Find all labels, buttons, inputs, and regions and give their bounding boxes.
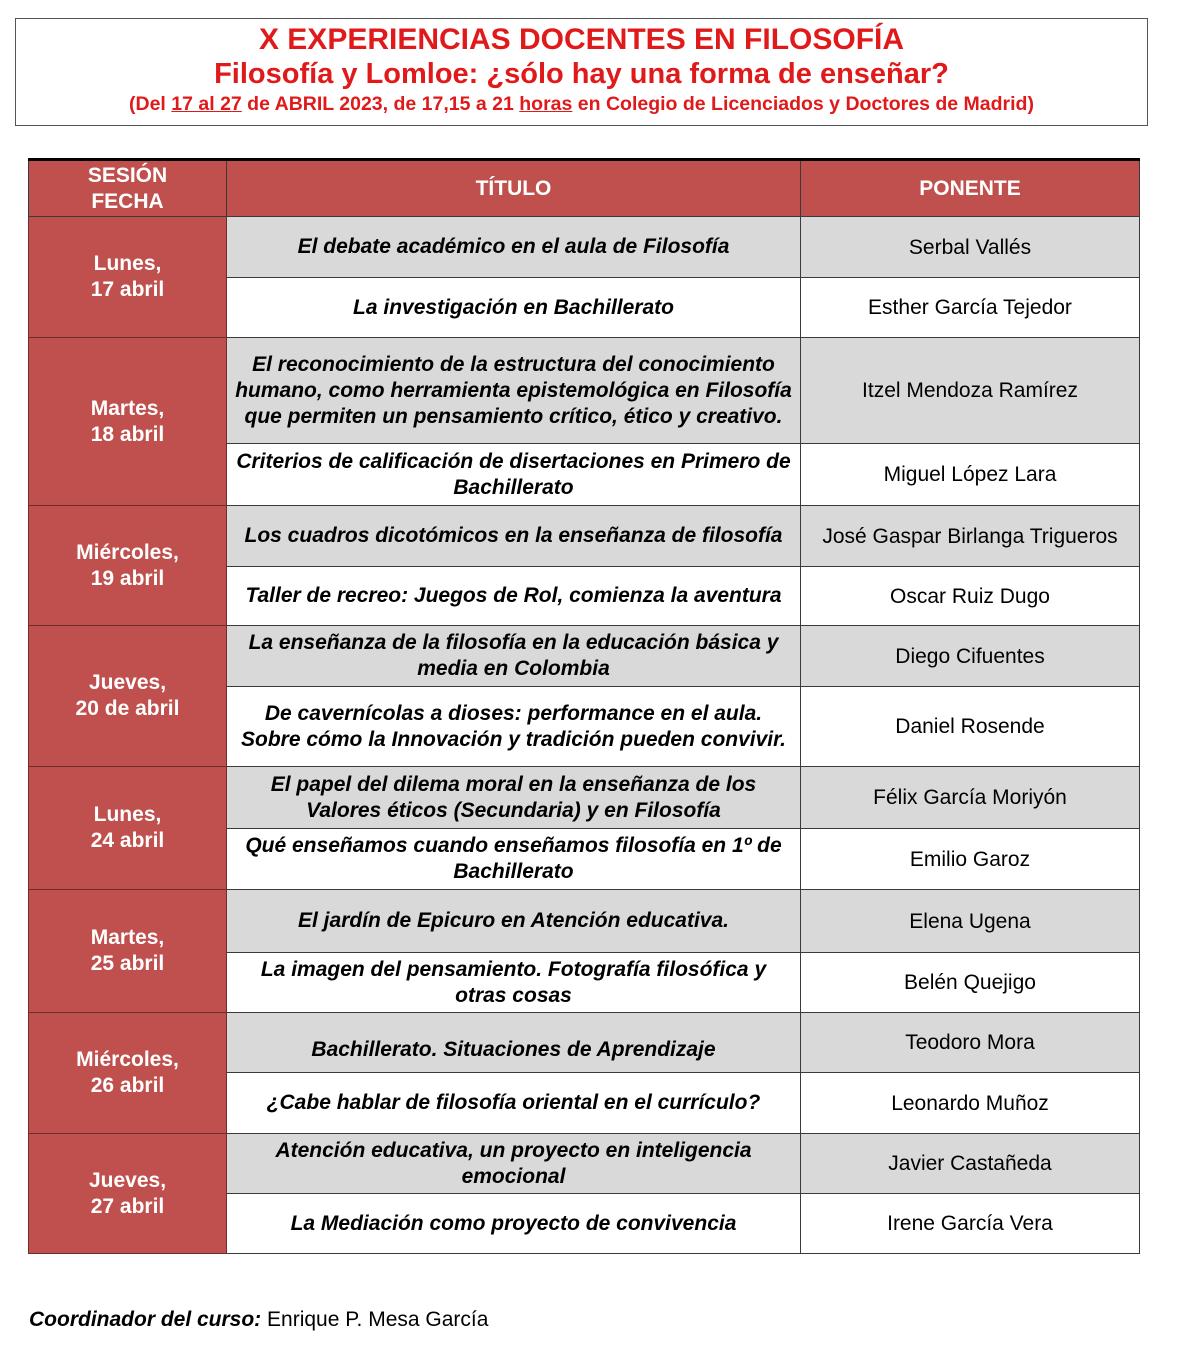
talk-speaker: José Gaspar Birlanga Trigueros [801, 506, 1140, 567]
talk-title: La imagen del pensamiento. Fotografía filosófica y otras cosas [227, 953, 801, 1013]
date-hours: horas [519, 93, 573, 115]
date-range: 17 al 27 [171, 93, 242, 115]
session-date: Lunes, 24 abril [29, 767, 227, 890]
talk-title: Los cuadros dicotómicos en la enseñanza de filosofía [227, 506, 801, 567]
table-row [29, 217, 1140, 278]
footer-coordinator [29, 1307, 488, 1333]
talk-speaker: Miguel López Lara [801, 444, 1140, 506]
talk-speaker: Leonardo Muñoz [801, 1073, 1140, 1134]
talk-speaker: Esther García Tejedor [801, 278, 1140, 338]
session-date: Jueves, 27 abril [29, 1134, 227, 1254]
session-date: Jueves, 20 de abril [29, 626, 227, 767]
talk-title: Bachillerato. Situaciones de Aprendizaje [227, 1013, 801, 1073]
table-row [29, 506, 1140, 567]
table-row [29, 767, 1140, 829]
talk-title: De cavernícolas a dioses: performance en el aula. Sobre cómo la Innovación y tradición pueden convivir. [227, 687, 801, 767]
talk-speaker: Emilio Garoz [801, 829, 1140, 890]
date-line [16, 91, 1147, 117]
talk-speaker: Elena Ugena [801, 890, 1140, 953]
talk-title: ¿Cabe hablar de filosofía oriental en el currículo? [227, 1073, 801, 1134]
table-row [29, 890, 1140, 953]
header-session: SESIÓN FECHA [29, 160, 227, 217]
talk-speaker: Diego Cifuentes [801, 626, 1140, 687]
talk-title: El reconocimiento de la estructura del conocimiento humano, como herramienta epistemológica en Filosofía que permiten un pensamiento crítico, ético y creativo. [227, 338, 801, 444]
talk-speaker: Belén Quejigo [801, 953, 1140, 1013]
talk-speaker: Serbal Vallés [801, 217, 1140, 278]
session-date: Miércoles, 19 abril [29, 506, 227, 626]
date-prefix: (Del [129, 93, 172, 115]
page-subtitle: Filosofía y Lomloe: ¿sólo hay una forma de enseñar? [214, 58, 949, 90]
coordinator-label: Coordinador del curso: [29, 1308, 262, 1331]
date-middle: de ABRIL 2023, de 17,15 a 21 [241, 93, 520, 115]
table-row [29, 338, 1140, 444]
date-suffix: en Colegio de Licenciados y Doctores de Madrid) [572, 93, 1034, 115]
session-date: Lunes, 17 abril [29, 217, 227, 338]
talk-speaker: Irene García Vera [801, 1194, 1140, 1254]
session-date: Martes, 18 abril [29, 338, 227, 506]
coordinator-name: Enrique P. Mesa García [261, 1308, 489, 1331]
talk-speaker: Teodoro Mora [801, 1013, 1140, 1073]
talk-speaker: Oscar Ruiz Dugo [801, 567, 1140, 626]
talk-title: La enseñanza de la filosofía en la educación básica y media en Colombia [227, 626, 801, 687]
table-row [29, 1013, 1140, 1073]
header-title: TÍTULO [227, 160, 801, 217]
header-box [15, 18, 1148, 126]
talk-speaker: Félix García Moriyón [801, 767, 1140, 829]
talk-title: La Mediación como proyecto de convivencia [227, 1194, 801, 1254]
session-date: Martes, 25 abril [29, 890, 227, 1013]
schedule-table [28, 158, 1140, 1254]
page-title: X EXPERIENCIAS DOCENTES EN FILOSOFÍA [258, 23, 905, 56]
table-header-row [29, 160, 1140, 217]
table-row [29, 626, 1140, 687]
session-date: Miércoles, 26 abril [29, 1013, 227, 1134]
talk-title: El jardín de Epicuro en Atención educativa. [227, 890, 801, 953]
talk-title: Criterios de calificación de disertaciones en Primero de Bachillerato [227, 444, 801, 506]
talk-title: Atención educativa, un proyecto en inteligencia emocional [227, 1134, 801, 1194]
talk-speaker: Daniel Rosende [801, 687, 1140, 767]
talk-speaker: Javier Castañeda [801, 1134, 1140, 1194]
talk-title: Taller de recreo: Juegos de Rol, comienza la aventura [227, 567, 801, 626]
talk-title: La investigación en Bachillerato [227, 278, 801, 338]
talk-speaker: Itzel Mendoza Ramírez [801, 338, 1140, 444]
talk-title: El debate académico en el aula de Filosofía [227, 217, 801, 278]
talk-title: El papel del dilema moral en la enseñanza de los Valores éticos (Secundaria) y en Filosofía [227, 767, 801, 829]
header-speaker: PONENTE [801, 160, 1140, 217]
talk-title: Qué enseñamos cuando enseñamos filosofía en 1º de Bachillerato [227, 829, 801, 890]
table-row [29, 1134, 1140, 1194]
